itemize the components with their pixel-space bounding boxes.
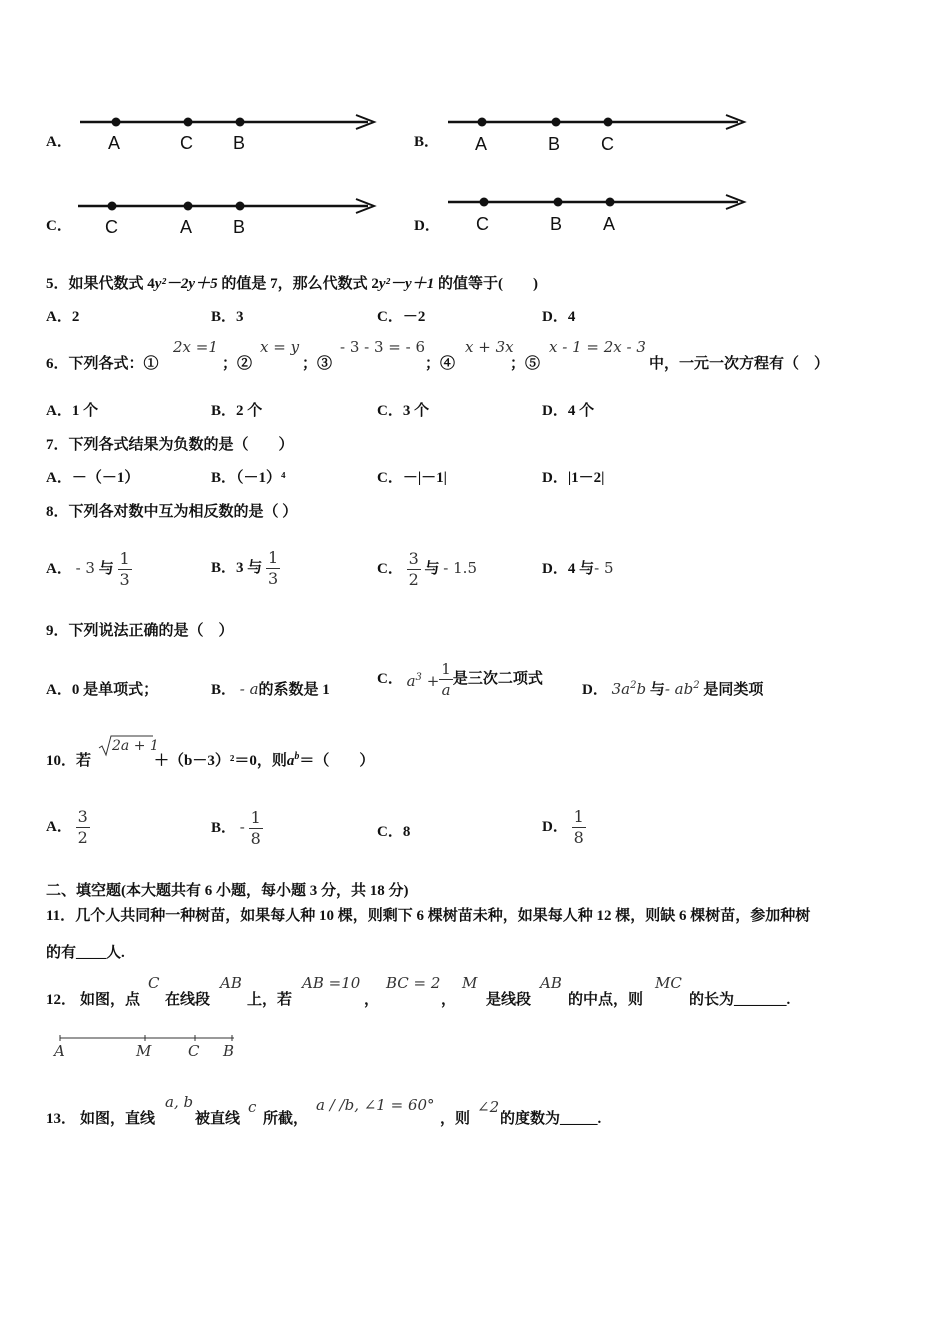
q9-d-term1: $3a^2b$ <box>611 680 647 698</box>
q8-a-num: - 3 <box>75 559 95 577</box>
q8-a-frac-den: 3 <box>119 570 130 590</box>
q4-option-d-key: D． <box>414 218 440 234</box>
section-2-title: 二、填空题(本大题共有 6 小题，每小题 3 分，共 18 分) <box>46 883 409 899</box>
q10-d-frac-den: 8 <box>573 828 584 848</box>
q8-c-num: - 1.5 <box>443 559 477 577</box>
q8-c-frac-den: 2 <box>408 570 419 590</box>
q6-text-end: 中，一元一次方程有（ ） <box>649 356 830 372</box>
q4-option-c-key: C． <box>46 218 72 234</box>
q10-b-neg: - <box>239 818 245 836</box>
q13-line-c: c <box>248 1098 257 1116</box>
q9-d-term2: - $ab^2$ <box>664 680 700 698</box>
q13-t3: 所截， <box>263 1111 309 1127</box>
q11-line1 <box>46 904 810 925</box>
q4-a-point-2: C <box>180 133 193 153</box>
q5-expr2: y²－y＋1 <box>378 276 435 292</box>
q10-d-fraction <box>572 807 586 848</box>
q8-d-key: D． <box>542 561 568 577</box>
q8-b-fraction <box>266 548 280 589</box>
q5-text-mid: 的值是 7，那么代数式 2 <box>221 276 379 292</box>
q12-eq2: BC = 2 <box>386 974 441 992</box>
q9-c-expr: $a^3$ + <box>406 672 440 690</box>
q12-eq1: AB =10 <box>302 974 361 992</box>
q12-fig-label-b: B <box>223 1042 235 1060</box>
q6-sep2: ；② <box>222 356 253 372</box>
q9-c-fraction <box>439 659 453 700</box>
q10-d-key: D． <box>542 819 568 835</box>
q9-option-b <box>211 678 330 699</box>
q6-option-b: B．2 个 <box>211 403 263 419</box>
q13-t4: ，则 <box>440 1111 471 1127</box>
q12-t5: 的中点，则 <box>568 992 644 1008</box>
q12-fig-label-a: A <box>54 1042 65 1060</box>
q6-text-pre: 下列各式：① <box>68 356 159 372</box>
q8-c-fraction <box>407 549 421 590</box>
q9-b-key: B． <box>211 682 237 698</box>
q10-a-frac-den: 2 <box>77 828 88 848</box>
q4-a-point-3: B <box>233 133 246 153</box>
q4-c-point-3: B <box>233 217 246 237</box>
q4-b-point-2: B <box>548 134 561 154</box>
q11-text-line1: 几个人共同种一种树苗，如果每人种 10 棵，则剩下 6 棵树苗未种，如果每人种 12 棵，则缺 6 棵树苗，参加种树 <box>75 908 811 924</box>
q11-number: 11． <box>46 908 76 924</box>
q10-b-fraction <box>249 808 263 849</box>
q12-segment-ab-2: AB <box>540 974 562 992</box>
q10-condition <box>154 749 374 770</box>
q4-number-line-a <box>76 110 386 160</box>
q8-a-key: A． <box>46 561 72 577</box>
q6-eq4: x + 3x <box>465 338 514 356</box>
q10-number: 10． <box>46 753 77 769</box>
q10-option-c: C．8 <box>377 824 411 840</box>
q12-fig-label-c: C <box>188 1042 200 1060</box>
q4-b-point-3: C <box>601 134 614 154</box>
q10-text-pre: 若 <box>76 753 92 769</box>
q7-option-d: D．|1－2| <box>542 470 605 486</box>
q9-number: 9． <box>46 623 69 639</box>
q6-eq2: x = y <box>260 338 300 356</box>
q13-angle-2: ∠2 <box>477 1098 500 1116</box>
q6-sep3: ；③ <box>302 356 333 372</box>
q9-c-text: 是三次二项式 <box>452 670 543 687</box>
q5-option-b: B．3 <box>211 309 244 325</box>
q6-option-c: C．3 个 <box>377 403 430 419</box>
q10-text-mid: ＋（b－3）²＝0，则 <box>154 753 287 769</box>
q8-b-frac-den: 3 <box>268 569 279 589</box>
q10-text-end: ＝（ ） <box>299 753 375 769</box>
q12-comma1: ， <box>364 992 380 1008</box>
q9-b-text: 的系数是 1 <box>258 682 330 698</box>
q6-option-d: D．4 个 <box>542 403 595 419</box>
q4-c-point-1: C <box>105 217 118 237</box>
q4-option-b-key: B． <box>414 134 440 150</box>
q12-segment-ab: AB <box>220 974 242 992</box>
q13-condition: a / /b, ∠1 = 60° <box>316 1096 435 1114</box>
q12-comma2: ， <box>441 992 457 1008</box>
q8-c-yu: 与 <box>424 561 440 577</box>
q8-text: 下列各对数中互为相反数的是（ ） <box>68 504 298 520</box>
q6-prefix <box>46 352 159 373</box>
q5-text-end: 的值等于( ) <box>437 276 538 292</box>
q8-option-a <box>46 538 132 599</box>
q10-a-frac-num: 3 <box>77 807 88 827</box>
q9-b-var: - a <box>239 680 259 698</box>
q9-c-key: C． <box>377 670 403 687</box>
q8-number: 8． <box>46 504 69 520</box>
q10-b-key: B． <box>211 820 237 836</box>
q10-sqrt-content: 2a + 1 <box>112 738 159 754</box>
q9-c-frac-den: a <box>441 681 451 699</box>
q5-expr1: y²－2y＋5 <box>154 276 218 292</box>
q8-c-key: C． <box>377 561 403 577</box>
q12-t6: 的长为_______. <box>689 992 791 1008</box>
q4-a-point-1: A <box>108 133 121 153</box>
q10-a-key: A． <box>46 819 72 835</box>
q9-d-end: 是同类项 <box>703 682 764 698</box>
q12-t3: 上，若 <box>247 992 293 1008</box>
q7-text: 下列各式结果为负数的是（ ） <box>68 437 294 453</box>
q9-d-key: D． <box>582 682 608 698</box>
q8-a-yu: 与 <box>98 561 114 577</box>
q8-d-text: 4 与 <box>567 561 595 577</box>
q4-d-point-1: C <box>476 214 489 234</box>
q12-point-m: M <box>462 974 478 992</box>
q9-c-frac-num: 1 <box>441 660 451 678</box>
q9-option-c <box>377 650 543 709</box>
q9-option-a: A．0 是单项式； <box>46 682 159 698</box>
q10-option-b <box>211 797 263 858</box>
q6-option-a: A．1 个 <box>46 403 99 419</box>
q8-b-key: B． <box>211 560 237 576</box>
q7-number: 7． <box>46 437 69 453</box>
q8-a-frac-num: 1 <box>119 549 130 569</box>
q10-prefix <box>46 749 91 770</box>
q6-eq5: x - 1 = 2x - 3 <box>549 338 646 356</box>
question-9 <box>46 619 234 640</box>
q10-b-frac-num: 1 <box>250 808 261 828</box>
q9-option-d <box>582 678 763 699</box>
q9-d-text: 与 <box>649 682 665 698</box>
q12-point-c: C <box>148 974 160 992</box>
q6-number: 6． <box>46 356 69 372</box>
q5-option-a: A．2 <box>46 309 80 325</box>
q13-t1: 如图，直线 <box>80 1111 156 1127</box>
q6-eq3: - 3 - 3 = - 6 <box>340 338 426 356</box>
q13-t2: 被直线 <box>195 1111 241 1127</box>
q10-b-frac-den: 8 <box>250 829 261 849</box>
q4-number-line-d <box>446 190 756 240</box>
q5-option-c: C．－2 <box>377 309 426 325</box>
q8-a-fraction <box>118 549 132 590</box>
q10-d-frac-num: 1 <box>573 807 584 827</box>
q5-number: 5． <box>46 276 69 292</box>
q5-option-d: D．4 <box>542 309 576 325</box>
q8-option-b <box>211 538 280 598</box>
q4-c-point-2: A <box>180 217 193 237</box>
q4-d-point-2: B <box>550 214 563 234</box>
q8-c-frac-num: 3 <box>408 549 419 569</box>
q8-option-d <box>542 538 614 599</box>
question-8 <box>46 500 297 521</box>
q7-option-c: C．－|－1| <box>377 470 447 486</box>
q6-sep5: ；⑤ <box>510 356 541 372</box>
q10-option-d <box>542 797 586 857</box>
q12-segment-mc: MC <box>655 974 682 992</box>
q4-number-line-c <box>76 194 386 244</box>
q13-lines-ab: a, b <box>165 1093 194 1111</box>
q7-option-b: B．（－1）⁴ <box>211 470 286 486</box>
q12-t2: 在线段 <box>165 992 211 1008</box>
q7-option-a: A．－（－1） <box>46 470 140 486</box>
q6-eq1: 2x =1 <box>173 338 218 356</box>
q12-t4: 是线段 <box>486 992 532 1008</box>
q12-number: 12． <box>46 992 77 1008</box>
q12-t1: 如图，点 <box>80 992 141 1008</box>
q11-line2: 的有____人. <box>46 945 125 961</box>
q6-sep4: ；④ <box>425 356 456 372</box>
q13-number: 13． <box>46 1111 77 1127</box>
q4-b-point-1: A <box>475 134 488 154</box>
q8-option-c <box>377 538 477 599</box>
q4-d-point-3: A <box>603 214 616 234</box>
q8-d-num: - 5 <box>594 559 614 577</box>
q8-b-text: 3 与 <box>236 560 263 576</box>
q5-text-pre: 如果代数式 4 <box>68 276 155 292</box>
q4-option-a-key: A． <box>46 134 72 150</box>
q13-t5: 的度数为_____. <box>500 1111 602 1127</box>
q8-b-frac-num: 1 <box>268 548 279 568</box>
q10-option-a <box>46 797 90 857</box>
q9-text: 下列说法正确的是（ ） <box>68 623 234 639</box>
q12-fig-label-m: M <box>136 1042 152 1060</box>
question-5 <box>46 272 538 293</box>
q10-power: $a^b$ <box>286 751 300 769</box>
q10-a-fraction <box>76 807 90 848</box>
question-7 <box>46 433 294 454</box>
